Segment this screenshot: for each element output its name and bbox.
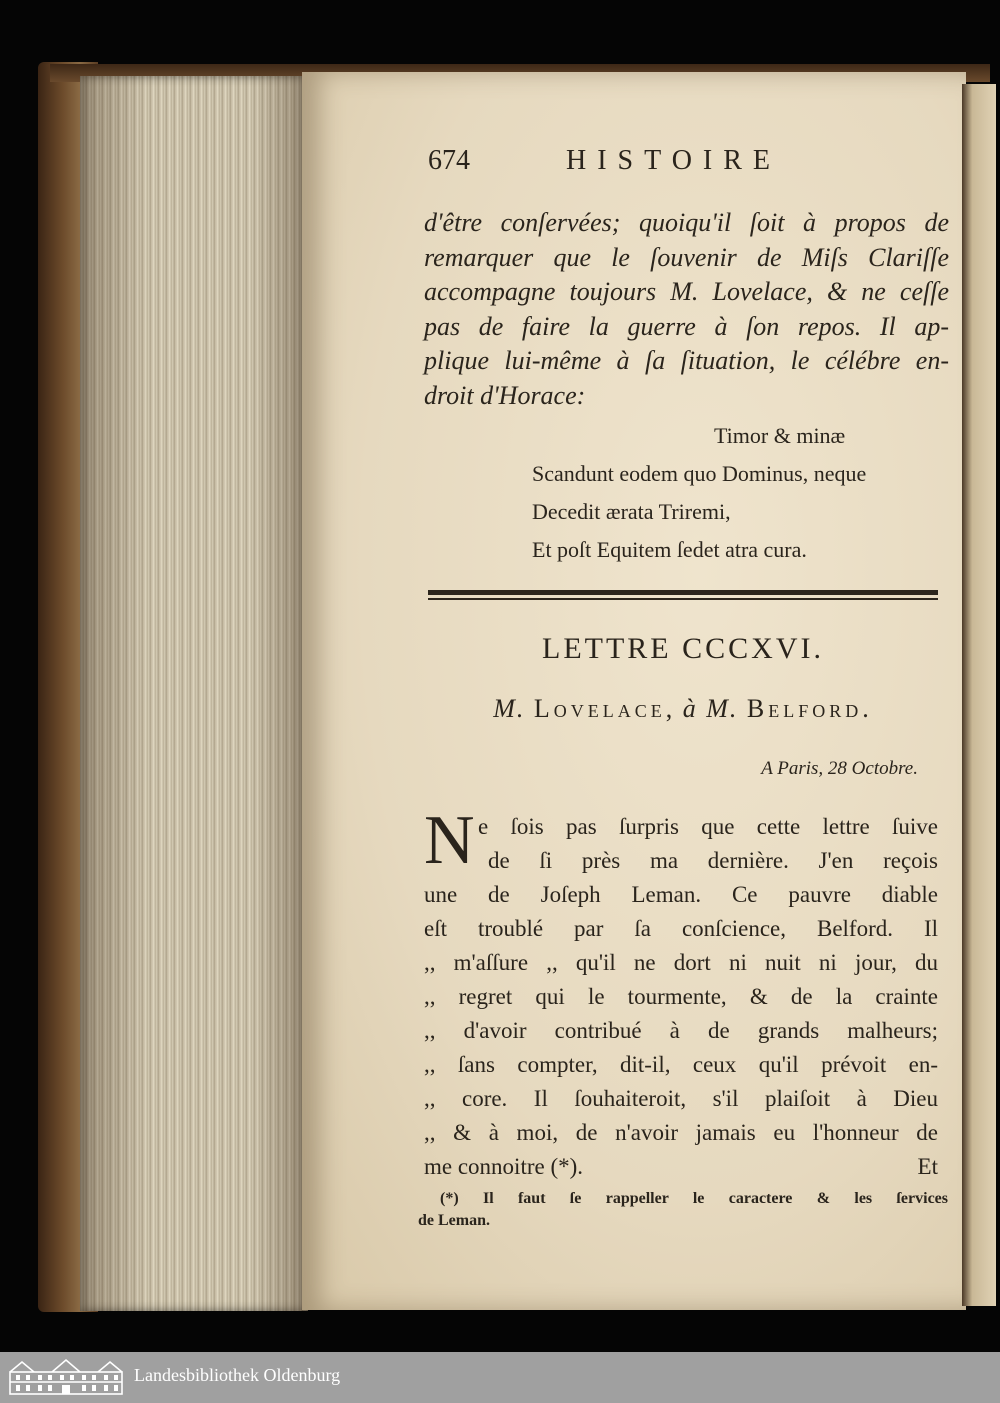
verse-line: Decedit ærata Triremi, bbox=[532, 499, 731, 524]
body-line: ,, m'aſſure ,, qu'il ne dort ni nuit ni jour, du bbox=[424, 950, 938, 975]
body-line: ,, ſans compter, dit-il, ceux qu'il prévoit en- bbox=[424, 1052, 938, 1077]
text-line: accompagne toujours M. Lovelace, & ne ceſſe bbox=[424, 277, 949, 306]
catchword: Et bbox=[917, 1154, 938, 1179]
latin-verse bbox=[532, 417, 952, 569]
body-last-line bbox=[424, 1150, 938, 1184]
body-line: de ſi près ma dernière. J'en reçois bbox=[488, 848, 938, 873]
body-line: ,, & à moi, de n'avoir jamais eu l'honneur de bbox=[424, 1120, 938, 1145]
body-line: eſt troublé par ſa conſcience, Belford. Il bbox=[424, 916, 938, 941]
library-banner bbox=[0, 1352, 1000, 1403]
section-rule-thick bbox=[428, 590, 938, 595]
body-line: ,, regret qui le tourmente, & de la crainte bbox=[424, 984, 938, 1009]
facing-page-edge bbox=[962, 84, 996, 1306]
to-prefix: à M. bbox=[682, 694, 739, 723]
section-rule-thin bbox=[428, 598, 938, 600]
drop-cap: N bbox=[424, 802, 475, 879]
from-name: Lovelace bbox=[533, 694, 666, 723]
text-line: droit d'Horace: bbox=[424, 380, 586, 410]
from-prefix: M. bbox=[493, 694, 526, 723]
text-line: pas de faire la guerre à ſon repos. Il ap- bbox=[424, 311, 949, 341]
body-line: e ſois pas ſurpris que cette lettre ſuive bbox=[478, 814, 938, 839]
italic-paragraph bbox=[424, 206, 949, 413]
text-line: d'être conſervées; quoiqu'il ſoit à propos de bbox=[424, 208, 949, 237]
verse-line: Timor & minæ bbox=[714, 423, 846, 448]
footnote bbox=[418, 1188, 948, 1232]
library-building-icon bbox=[8, 1358, 124, 1396]
text-line: plique lui-même à ſa ſituation, le célébre en- bbox=[424, 346, 949, 375]
footnote-line: de Leman. bbox=[418, 1212, 490, 1229]
dateline: A Paris, 28 Octobre. bbox=[761, 758, 918, 779]
page-number: 674 bbox=[428, 145, 470, 176]
page-edges-shade bbox=[80, 76, 308, 1311]
running-head: HISTOIRE bbox=[566, 145, 782, 176]
verse-line: Et poſt Equitem ſedet atra cura. bbox=[532, 537, 807, 562]
library-name: Landesbibliothek Oldenburg bbox=[134, 1365, 341, 1385]
letter-address: M. Lovelace, à M. Belford. bbox=[493, 694, 873, 723]
letter-body bbox=[424, 810, 938, 1184]
footnote-line: (*) Il faut ſe rappeller le caractere & les ſervices bbox=[440, 1190, 948, 1207]
body-line: ,, core. Il ſouhaiteroit, s'il plaiſoit à Dieu bbox=[424, 1086, 938, 1111]
body-line: ,, d'avoir contribué à de grands malheurs; bbox=[424, 1018, 938, 1043]
text-line: remarquer que le ſouvenir de Miſs Clariſſe bbox=[424, 242, 949, 272]
page-header bbox=[428, 145, 928, 185]
to-name: Belford. bbox=[746, 694, 873, 723]
letter-title: LETTRE CCCXVI. bbox=[542, 632, 824, 665]
verse-line: Scandunt eodem quo Dominus, neque bbox=[532, 461, 867, 486]
body-line: me connoitre (*). bbox=[424, 1154, 584, 1179]
body-line: une de Joſeph Leman. Ce pauvre diable bbox=[424, 882, 938, 907]
